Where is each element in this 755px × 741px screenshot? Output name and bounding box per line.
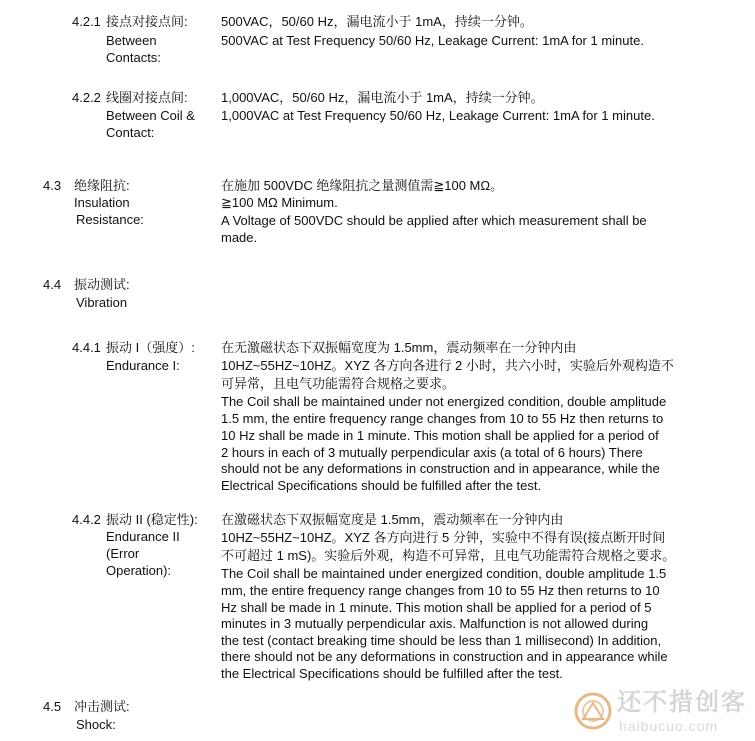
section-4-4-1-text: 在无激磁状态下双振幅宽度为 1.5mm，震动频率在一分钟内由	[221, 340, 577, 355]
section-4-4-1-text: 10HZ~55HZ~10HZ。XYZ 各方向各进行 2 小时，共六小时，实验后外观构造不	[221, 358, 674, 373]
section-4-4-2-text: mm, the entire frequency range changes from 10 to 55 Hz then returns to 10	[221, 583, 660, 598]
section-4-3-label-en: Insulation	[74, 195, 130, 210]
section-4-4-label-en: Vibration	[76, 295, 128, 310]
section-4-4-2-text: minutes in 3 mutually perpendicular axis. Malfunction is not allowed during	[221, 616, 649, 631]
section-4-2-1-text: 500VAC，50/60 Hz，漏电流小于 1mA，持续一分钟。	[221, 14, 533, 29]
section-4-4-2-text: the Electrical Specifications should be fulfilled after the test.	[221, 666, 563, 681]
section-4-3-text: ≧100 MΩ Minimum.	[221, 195, 338, 210]
watermark-subtitle: haibucuo.com	[619, 718, 719, 734]
section-4-3-text: A Voltage of 500VDC should be applied after which measurement shall be	[221, 213, 647, 228]
section-4-4-1-text: Electrical Specifications should be fulfilled after the test.	[221, 478, 542, 493]
section-4-4-label-cn: 振动测试:	[74, 277, 130, 292]
section-4-4-1-text: 2 hours in each of 3 mutually perpendicular axis (a total of 6 hours) There	[221, 445, 643, 460]
section-4-3-text: 在施加 500VDC 绝缘阻抗之量测值需≧100 MΩ。	[221, 178, 504, 193]
section-4-2-1-label-en: Between	[106, 33, 157, 48]
section-4-2-2-label-cn: 线圈对接点间:	[106, 90, 188, 105]
watermark-title: 还不措创客	[617, 689, 747, 716]
watermark	[573, 687, 751, 739]
section-4-4-1-text: The Coil shall be maintained under not energized condition, double amplitude	[221, 394, 667, 409]
section-4-4-2-label-en: Operation):	[106, 563, 172, 578]
section-4-4-2-label-cn: 振动 II (稳定性):	[106, 512, 198, 527]
section-4-5-label-en: Shock:	[76, 717, 116, 732]
section-4-2-2-label-en: Contact:	[106, 125, 155, 140]
section-4-2-2-text: 1,000VAC at Test Frequency 50/60 Hz, Leakage Current: 1mA for 1 minute.	[221, 108, 655, 123]
section-4-4-2-label-en: Endurance II	[106, 529, 180, 544]
section-4-4-2-label-en: (Error	[106, 546, 140, 561]
section-4-4-1-label-en: Endurance I:	[106, 358, 180, 373]
section-4-3-text: made.	[221, 230, 258, 245]
section-4-4-2-text: the test (contact breaking time should be less than 1 millisecond) In addition,	[221, 633, 662, 648]
section-4-2-1-label-cn: 接点对接点间:	[106, 14, 188, 29]
section-4-2-1-label-en: Contacts:	[106, 50, 161, 65]
section-4-3-label-cn: 绝缘阻抗:	[74, 178, 130, 193]
section-4-2-2-label-en: Between Coil &	[106, 108, 195, 123]
section-4-4-1-text: should not be any deformations in construction and in appearance, while the	[221, 461, 660, 476]
watermark-logo-icon	[573, 691, 613, 731]
section-4-4-2-text: Hz shall be made in 1 minute. This motion shall be applied for a period of 5	[221, 600, 652, 615]
section-4-4-2-text: 不可超过 1 mS)。实验后外观，构造不可异常，且电气功能需符合规格之要求。	[221, 548, 676, 563]
section-4-4-1-text: 10 Hz shall be made in 1 minute. This motion shall be applied for a period of	[221, 428, 659, 443]
section-4-2-2-text: 1,000VAC，50/60 Hz，漏电流小于 1mA，持续一分钟。	[221, 90, 544, 105]
section-4-4-2-number: 4.4.2	[72, 512, 101, 527]
section-4-4-1-text: 1.5 mm, the entire frequency range changes from 10 to 55 Hz then returns to	[221, 411, 664, 426]
section-4-4-1-label-cn: 振动 I（强度）:	[106, 340, 195, 355]
section-4-4-1-text: 可异常，且电气功能需符合规格之要求。	[221, 376, 456, 391]
section-4-4-2-text: 10HZ~55HZ~10HZ。XYZ 各方向进行 5 分钟，实验中不得有误(接点断开时间	[221, 530, 666, 545]
section-4-5-label-cn: 冲击测试:	[74, 699, 130, 714]
section-4-2-1-number: 4.2.1	[72, 14, 101, 29]
section-4-5-number: 4.5	[43, 699, 62, 714]
section-4-3-number: 4.3	[43, 178, 62, 193]
section-4-4-2-text: 在激磁状态下双振幅宽度是 1.5mm，震动频率在一分钟内由	[221, 512, 564, 527]
section-4-4-number: 4.4	[43, 277, 62, 292]
section-4-2-1-text: 500VAC at Test Frequency 50/60 Hz, Leakage Current: 1mA for 1 minute.	[221, 33, 644, 48]
section-4-4-2-text: there should not be any deformations in construction and in appearance while	[221, 649, 668, 664]
section-4-4-1-number: 4.4.1	[72, 340, 101, 355]
section-4-4-2-text: The Coil shall be maintained under energized condition, double amplitude 1.5	[221, 566, 667, 581]
section-4-3-label-en: Resistance:	[76, 212, 144, 227]
section-4-2-2-number: 4.2.2	[72, 90, 101, 105]
